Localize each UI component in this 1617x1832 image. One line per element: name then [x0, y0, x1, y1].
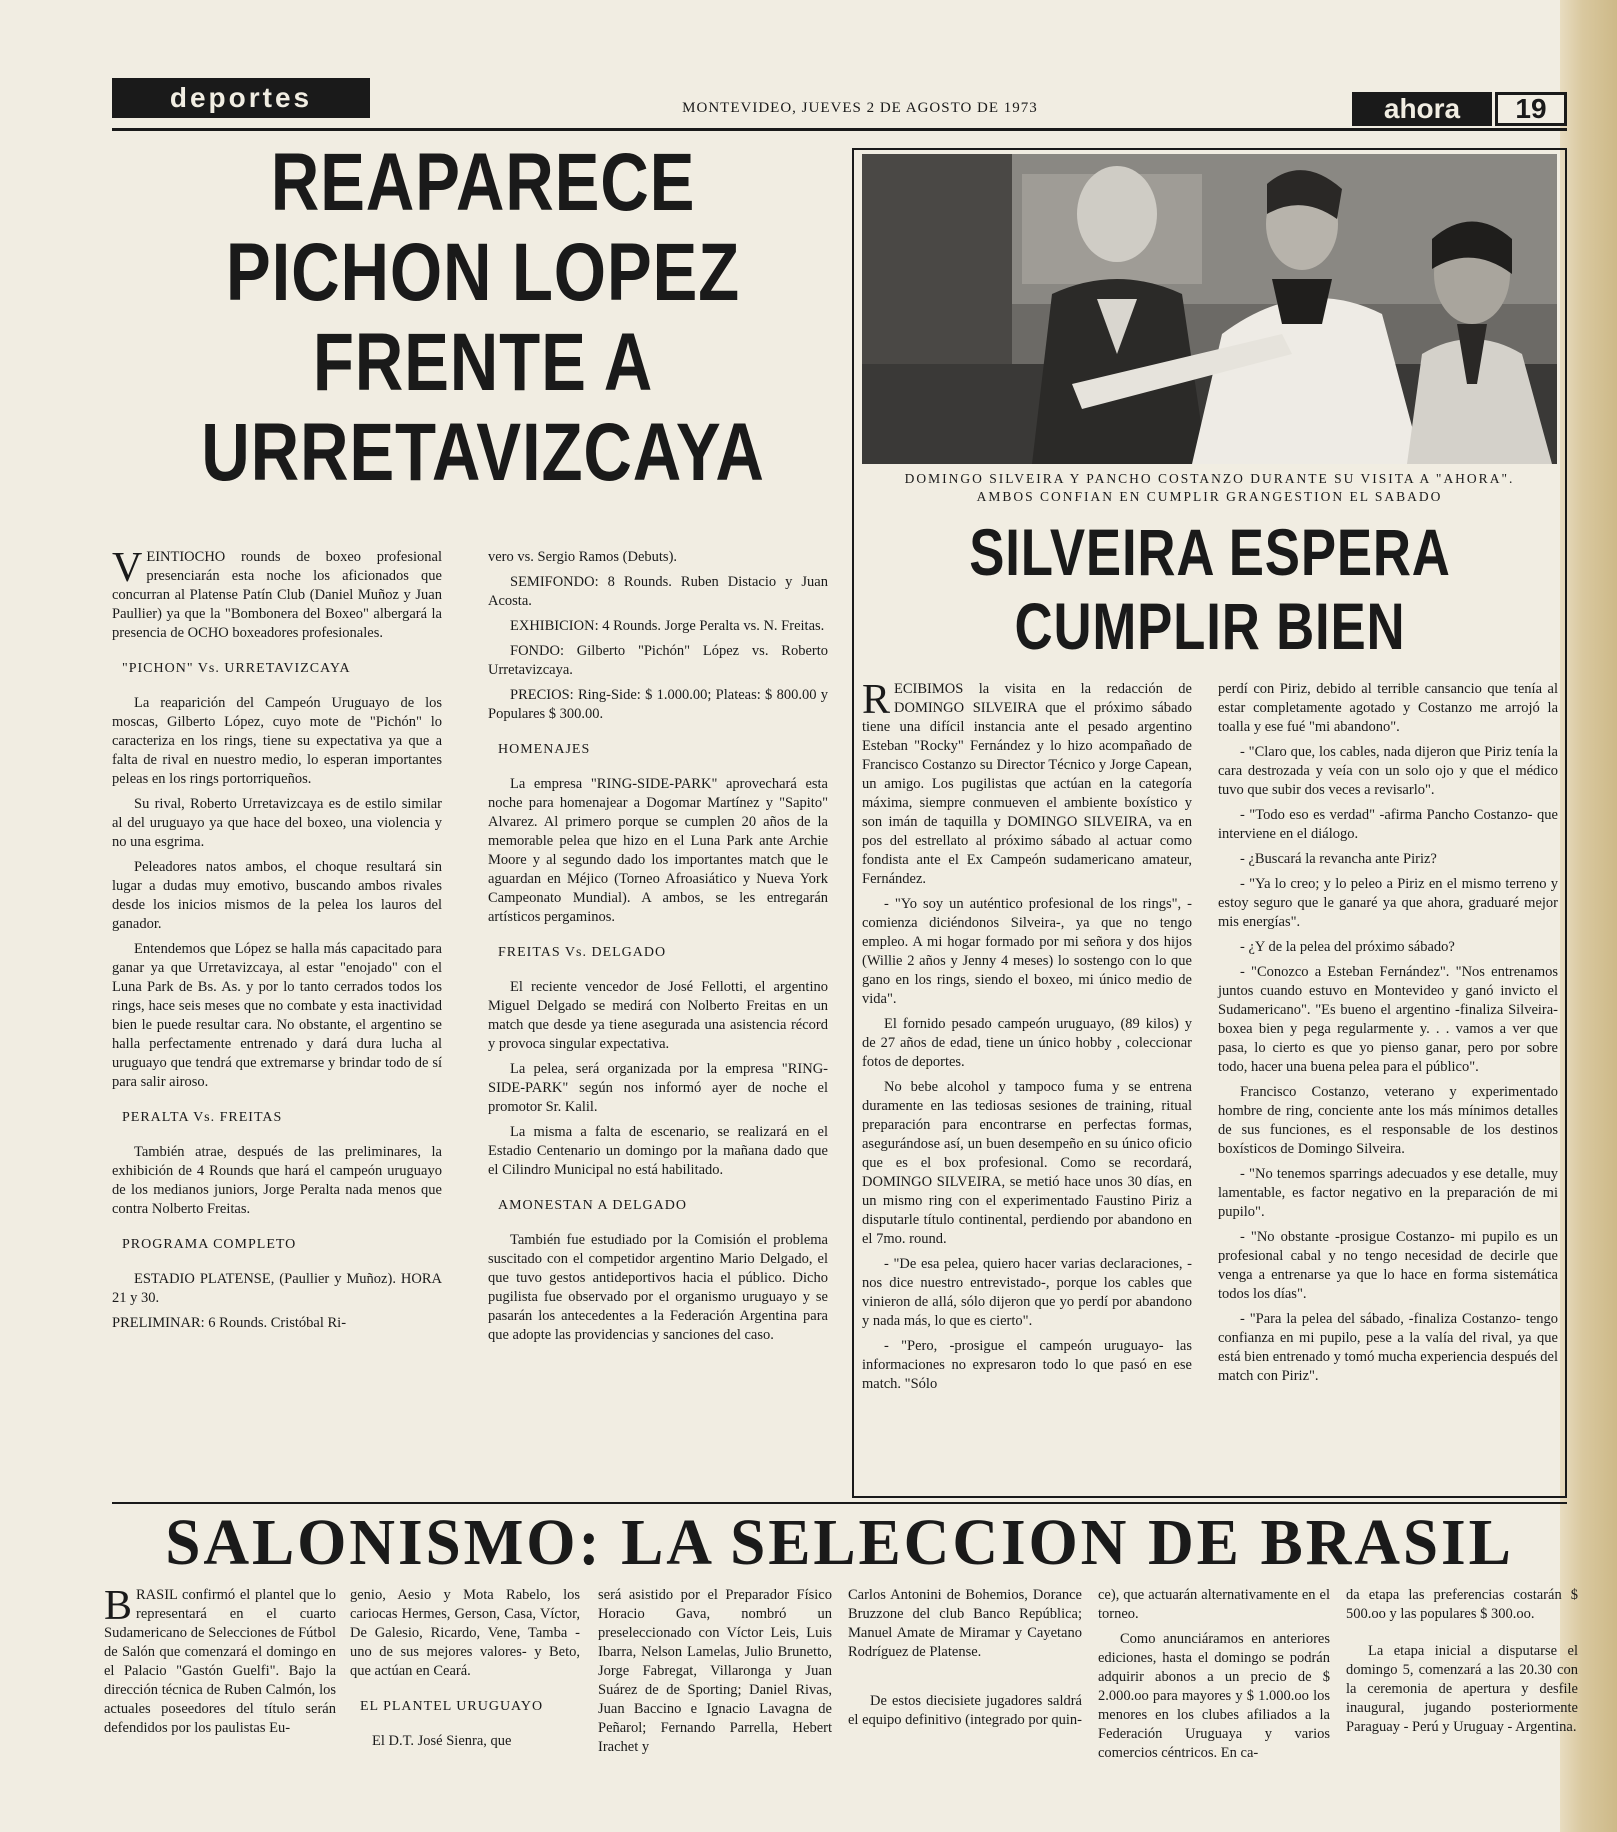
drop-cap: B: [104, 1583, 133, 1629]
subheading: FREITAS Vs. DELGADO: [498, 945, 667, 960]
article-column: [1098, 1586, 1330, 1769]
paragraph: - "Pero, -prosigue el campeón uruguayo- las informaciones no expresaron todo lo que pasó en ese match. "Sólo: [862, 1338, 1192, 1392]
paragraph: Como anunciáramos en anteriores ediciones, hasta el domingo se podrán adquirir abonos a un precio de $ 2.000.oo para mayores y $ 1.000.oo los menores en los clubes afiliados a la Federación Uruguaya y varios comercios céntricos. En ca-: [1098, 1631, 1330, 1761]
paragraph: EXHIBICION: 4 Rounds. Jorge Peralta vs. N. Freitas.: [510, 618, 825, 634]
paragraph: Carlos Antonini de Bohemios, Dorance Bruzzone del club Banco República; Manuel Amate de Miramar y Cayetano Rodríguez de Platense.: [848, 1587, 1082, 1660]
paragraph: - ¿Buscará la revancha ante Piriz?: [1240, 851, 1437, 867]
paragraph: da etapa las preferencias costarán $ 500.oo y las populares $ 300.oo.: [1346, 1587, 1578, 1622]
paragraph: FONDO: Gilberto "Pichón" López vs. Roberto Urretavizcaya.: [488, 643, 828, 678]
article-column: [848, 1586, 1082, 1736]
lead-paragraph: RECIBIMOS la visita en la redacción de DOMINGO SILVEIRA que el próximo sábado tiene una difícil instancia ante el pesado argentino Esteban "Rocky" Fernández y lo hizo acompañado de Francisco Costanzo su Director Técnico y Jorge Capean, un amigo. Los pugilistas que actúan en la categoría máxima, siempre conmueven el ambiente boxístico y son imán de taquilla y DOMINGO SILVEIRA, va en pos del estrellato al próximo sábado al actuar como fondista ante el Ex Campeón sudamericano amateur, Fernández.: [862, 677, 1192, 887]
headline-silveira: [930, 515, 1490, 663]
paragraph: De estos diecisiete jugadores saldrá el equipo definitivo (integrado por quin-: [848, 1693, 1082, 1728]
paragraph: La pelea, será organizada por la empresa "RING-SIDE-PARK" según nos informó ayer de noche el promotor Sr. Kalil.: [488, 1061, 828, 1115]
page-edge: [1560, 0, 1617, 1832]
drop-cap: R: [862, 677, 891, 723]
headline-line: FRENTE A: [312, 317, 654, 408]
section-tag: deportes: [112, 78, 370, 118]
paragraph: Francisco Costanzo, veterano y experimentado hombre de ring, conciente ante los más mínimos detalles de sus funciones, es el responsable de los destinos boxísticos de Domingo Silveira.: [1218, 1084, 1558, 1157]
article-column: [1346, 1586, 1578, 1743]
paragraph: - "Ya lo creo; y lo peleo a Piriz en el mismo terreno y estoy seguro que le ganaré ya que ahora, graduaré mejor mis energías".: [1218, 876, 1558, 930]
subheading: AMONESTAN A DELGADO: [498, 1198, 687, 1213]
paragraph: - "No obstante -prosigue Costanzo- mi pupilo es un profesional cabal y no tengo necesidad de decirle que venga a entrenarse ya que lo hace en forma sistemática todos los días".: [1218, 1229, 1558, 1302]
paragraph: La empresa "RING-SIDE-PARK" aprovechará esta noche para homenajear a Dogomar Martínez y "Sapito" Alvarez. Al primero porque se cumplen 20 años de la memorable pelea que hizo en el Luna Park ante Archie Moore y al segundo dado los importantes match que le aguardan en Méjico (Torneo Afroasiático y Nueva York Campeonato Mundial). A ambos, se les entregarán artísticos pergaminos.: [488, 776, 828, 925]
article-column: [488, 548, 828, 1351]
headline-line: SILVEIRA ESPERA: [969, 515, 1451, 589]
paragraph: Su rival, Roberto Urretavizcaya es de estilo similar al del uruguayo ya que hace del boxeo, una violencia y no una esgrima.: [112, 796, 442, 850]
headline-pichon-lopez: [184, 138, 783, 498]
drop-cap: V: [112, 545, 143, 591]
subheading: EL PLANTEL URUGUAYO: [360, 1699, 544, 1714]
paragraph: - "Claro que, los cables, nada dijeron que Piriz tenía la cara destrozada y veía con un solo ojo y que el médico tuvo que subir dos veces a revisarlo".: [1218, 744, 1558, 798]
paragraph: - "Yo soy un auténtico profesional de los rings", -comienza diciéndonos Silveira-, ya que no tengo empleo. A mi hogar formado por mi señora y dos hijos (Willie 2 años y Jenny 4 meses) lo sostengo con lo que gano en los rings, siendo el boxeo, mi único medio de vida".: [862, 896, 1192, 1007]
paragraph: - "Conozco a Esteban Fernández". "Nos entrenamos juntos cuando estuvo en Montevideo y ganó invicto el Sudamericano". "Es bueno el argentino -finaliza Silveira- boxea bien y pega regularmente y. . . vamos a ver que pasa, lo cierto es que yo pienso ganar, pero por sobre todo, hacer una buena pelea para el público".: [1218, 964, 1558, 1075]
paragraph: También atrae, después de las preliminares, la exhibición de 4 Rounds que hará el campeón uruguayo de los medianos juniors, Jorge Peralta nada menos que contra Nolberto Freitas.: [112, 1144, 442, 1217]
paragraph: ce), que actuarán alternativamente en el torneo.: [1098, 1587, 1330, 1622]
paragraph: - "No tenemos sparrings adecuados y ese detalle, muy lamentable, es factor negativo en la preparación de mi pupilo".: [1218, 1166, 1558, 1220]
paragraph: vero vs. Sergio Ramos (Debuts).: [488, 549, 678, 565]
subheading: PERALTA Vs. FREITAS: [122, 1110, 283, 1125]
paragraph: SEMIFONDO: 8 Rounds. Ruben Distacio y Juan Acosta.: [488, 574, 828, 609]
page-number: 19: [1495, 92, 1567, 126]
dateline: MONTEVIDEO, JUEVES 2 DE AGOSTO DE 1973: [682, 100, 1038, 116]
subheading: HOMENAJES: [498, 742, 591, 757]
photo-caption: [852, 470, 1567, 506]
paragraph: será asistido por el Preparador Físico Horacio Gava, nombró un preseleccionado con Víctor Leis, Luis Ibarra, Nelson Lamelas, Julio Brunetto, Jorge Fabregat, Villaronga y Juan Suárez de de Sporting; Daniel Rivas, Juan Baccino e Ignacio Lavagna de Peñarol; Fernando Parrella, Hebert Irachet y: [598, 1587, 832, 1755]
paragraph: PRECIOS: Ring-Side: $ 1.000.00; Plateas: $ 800.00 y Populares $ 300.00.: [488, 687, 828, 722]
paragraph: La misma a falta de escenario, se realizará en el Estadio Centenario un domingo por la mañana dado que el Cilindro Municipal no está habilitado.: [488, 1124, 828, 1178]
article-column: [862, 677, 1192, 1400]
headline-line: PICHON LOPEZ: [225, 227, 741, 318]
paragraph: No bebe alcohol y tampoco fuma y se entrena duramente en las tediosas sesiones de training, ritual preparación para encontrarse en perfectas formas, asegurándose así, un buen desempeño en su único oficio que es el box profesional. Como se recordará, DOMINGO SILVEIRA, se metió hace unos 30 días, en un mismo ring con el experimentado Faustino Piriz a disputarle título continental, perdiendo por abandono en el 7mo. round.: [862, 1079, 1192, 1247]
paragraph: El fornido pesado campeón uruguayo, (89 kilos) y de 27 años de edad, tiene un único hobby , coleccionar fotos de deportes.: [862, 1016, 1192, 1070]
headline-salonismo: SALONISMO: LA SELECCION DE BRASIL: [165, 1506, 1514, 1579]
paragraph: El D.T. José Sienra, que: [372, 1733, 512, 1749]
photo-image: [862, 154, 1557, 464]
caption-line: DOMINGO SILVEIRA Y PANCHO COSTANZO DURANTE SU VISITA A "AHORA".: [904, 471, 1515, 486]
paragraph: Entendemos que López se halla más capacitado para ganar ya que Urretavizcaya, al estar "enojado" con el Luna Park de Bs. As. y por lo tanto cerrados todos los rings, hace seis meses que no combate y esta inactividad bien le puede resultar cara. No obstante, el argentino se halla perfectamente entrenado y dará dura lucha al uruguayo que tendrá que extremarse y brindar todo de sí para salir airoso.: [112, 941, 442, 1090]
brand-logo: ahora: [1352, 92, 1492, 126]
paragraph: - ¿Y de la pelea del próximo sábado?: [1240, 939, 1455, 955]
subheading: PROGRAMA COMPLETO: [122, 1237, 297, 1252]
article-column: [112, 545, 442, 1339]
headline-line: URRETAVIZCAYA: [201, 407, 765, 498]
headline-line: REAPARECE: [270, 137, 696, 228]
news-photo: [862, 154, 1557, 464]
article-column: [598, 1586, 832, 1763]
article-column: [104, 1583, 336, 1744]
paragraph: El reciente vencedor de José Fellotti, el argentino Miguel Delgado se medirá con Nolberto Freitas en un match que desde ya tiene asegurada una asistencia récord y provoca singular expectativa.: [488, 979, 828, 1052]
lead-paragraph: BRASIL confirmó el plantel que lo representará en el cuarto Sudamericano de Selecciones de Fútbol de Salón que comenzará el domingo en el Palacio "Gastón Guelfi". Bajo la dirección técnica de Ruben Calmón, los actuales poseedores del título serán defendidos por los paulistas Eu-: [104, 1583, 336, 1736]
headline-line: CUMPLIR BIEN: [1014, 589, 1406, 663]
subheading: "PICHON" Vs. URRETAVIZCAYA: [122, 661, 351, 676]
paragraph: perdí con Piriz, debido al terrible cansancio que tenía al estar completamente agotado y Costanzo me arrojó la toalla y ese fué "mi abandono".: [1218, 681, 1558, 735]
paragraph: - "De esa pelea, quiero hacer varias declaraciones, -nos dice nuestro entrevistado-, porque los cables que vinieron de allá, sólo dijeron que yo perdí por abandono y nada más, lo que es cierto".: [862, 1256, 1192, 1329]
paragraph: genio, Aesio y Mota Rabelo, los cariocas Hermes, Gerson, Casa, Víctor, De Galesio, Ricardo, Vene, Tamba -uno de sus mejores valores- y Beto, que actúan en Ceará.: [350, 1587, 580, 1679]
caption-line: AMBOS CONFIAN EN CUMPLIR GRANGESTION EL SABADO: [976, 489, 1443, 504]
paragraph: - "Para la pelea del sábado, -finaliza Costanzo- tengo confianza en mi pupilo, pese a la valía del rival, ya que está bien entrenado y tomó mucha experiencia después del match con Piriz".: [1218, 1311, 1558, 1384]
section-rule: [112, 1502, 1567, 1504]
paragraph: Peleadores natos ambos, el choque resultará sin lugar a dudas muy emotivo, buscando ambos rivales desde los inicios mismos de la pelea los lauros del ganador.: [112, 859, 442, 932]
lead-paragraph: VEINTIOCHO rounds de boxeo profesional presenciarán esta noche los aficionados que concurran al Platense Patín Club (Daniel Muñoz y Juan Paullier) ya que la "Bombonera del Boxeo" albergará la presencia de OCHO boxeadores profesionales.: [112, 545, 442, 641]
paragraph: - "Todo eso es verdad" -afirma Pancho Costanzo- que interviene en el diálogo.: [1218, 807, 1558, 842]
paragraph: La etapa inicial a disputarse el domingo 5, comenzará a las 20.30 con la ceremonia de apertura y desfile inaugural, jugando posteriormente Paraguay - Perú y Uruguay - Argentina.: [1346, 1643, 1578, 1735]
article-column: [350, 1586, 580, 1757]
article-column: [1218, 680, 1558, 1392]
paragraph: PRELIMINAR: 6 Rounds. Cristóbal Ri-: [112, 1315, 347, 1331]
top-rule: [112, 128, 1567, 131]
paragraph: También fue estudiado por la Comisión el problema suscitado con el competidor argentino Mario Delgado, el que tuvo gestos antideportivos hacia el público. Dicho pugilista fue observado por el organismo uruguayo y se pasarán los antecedentes a la Federación Argentina para que adopte las providencias y sanciones del caso.: [488, 1232, 828, 1343]
paragraph: La reaparición del Campeón Uruguayo de los moscas, Gilberto López, cuyo mote de "Pichón" lo caracteriza en los rings, tiene su expectativa ya que a falta de rival en nuestro medio, lo esperan importantes peleas en los rings portorriqueños.: [112, 695, 442, 787]
paragraph: ESTADIO PLATENSE, (Paullier y Muñoz). HORA 21 y 30.: [112, 1271, 442, 1306]
